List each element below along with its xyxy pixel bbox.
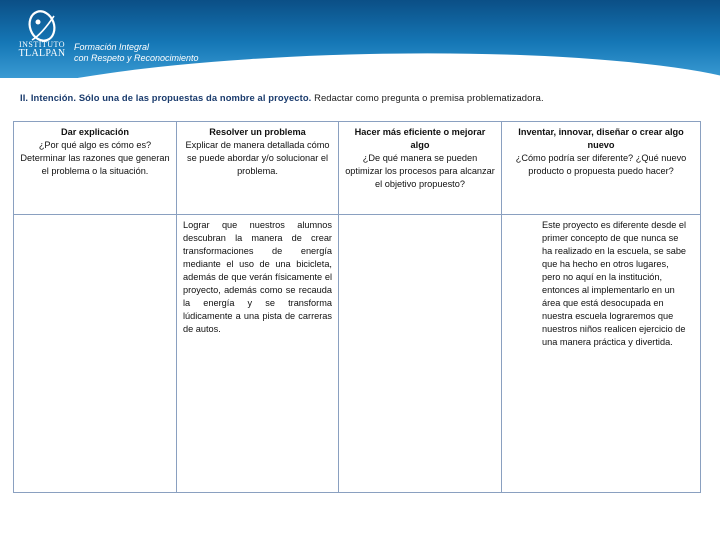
column-title: Inventar, innovar, diseñar o crear algo nuevo — [518, 127, 684, 150]
answer-cell-explain — [14, 215, 177, 493]
column-header-solve — [177, 122, 339, 215]
column-title: Resolver un problema — [209, 127, 306, 137]
table-header-row — [14, 122, 701, 215]
column-title: Dar explicación — [61, 127, 129, 137]
intro-emphasis: Sólo una de las propuestas da nombre al proyecto. — [78, 92, 312, 103]
logo-wordmark — [16, 40, 68, 58]
column-title: Hacer más eficiente o mejorar algo — [354, 127, 486, 150]
column-header-innovate — [502, 122, 701, 215]
header-banner — [0, 0, 720, 78]
column-description: ¿Cómo podría ser diferente? ¿Qué nuevo producto o propuesta puedo hacer? — [515, 153, 687, 176]
intro-instruction — [20, 92, 710, 103]
column-description: ¿Por qué algo es cómo es? Determinar las razones que generan el problema o la situación. — [20, 140, 170, 176]
answer-cell-solve: Lograr que nuestros alumnos descubran la manera de crear transformaciones de energía mediante el uso de una bicicleta, además de que verán físicamente el proyecto, además como se recauda la energía y se transforma lúdicamente a una pista de carreras de autos. — [177, 215, 339, 493]
table-answer-row — [14, 215, 701, 493]
tagline-line1: Formación Integral — [74, 42, 150, 52]
column-header-improve — [339, 122, 502, 215]
logo-line1: INSTITUTO — [18, 40, 66, 49]
tagline — [74, 42, 199, 64]
logo-line2: TLALPAN — [18, 48, 66, 59]
intention-table — [13, 121, 701, 493]
answer-cell-improve — [339, 215, 502, 493]
column-description: Explicar de manera detallada cómo se puede abordar y/o solucionar el problema. — [185, 140, 330, 176]
intro-label: II. Intención. — [20, 92, 77, 103]
column-header-explain — [14, 122, 177, 215]
tagline-line2: con Respeto y Reconocimiento — [74, 53, 199, 63]
column-description: ¿De qué manera se pueden optimizar los procesos para alcanzar el objetivo propuesto? — [345, 153, 495, 189]
answer-cell-innovate: Este proyecto es diferente desde el primer concepto de que nunca se ha realizado en la escuela, se sabe que ha hecho en otros lugares, pero no aquí en la institución, entonces al implementarlo en un área que está desocupada en nuestra escuela lograremos que nuestros niños realicen ejercicio de una manera práctica y divertida. — [502, 215, 701, 493]
intro-rest: Redactar como pregunta o premisa problematizadora. — [311, 92, 544, 103]
